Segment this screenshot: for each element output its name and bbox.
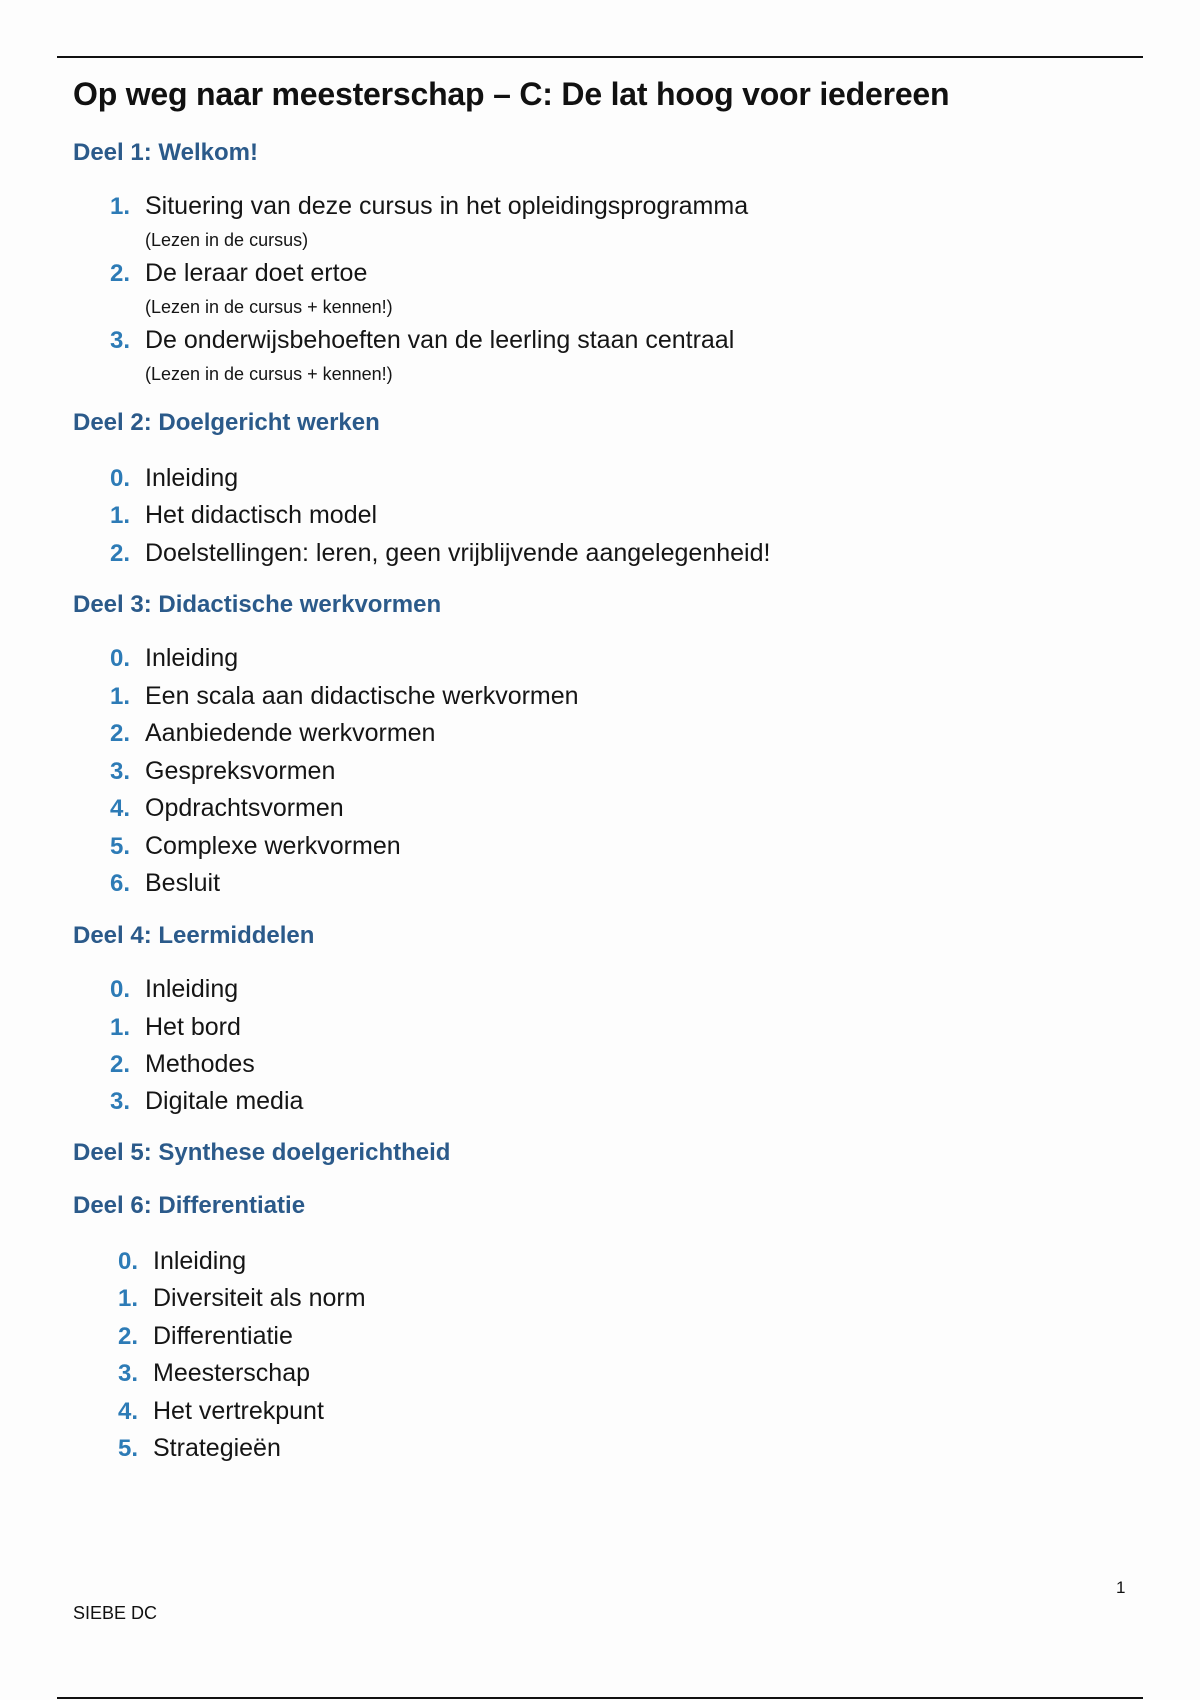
list-item: Het didactisch model — [145, 501, 378, 529]
document-title: Op weg naar meesterschap – C: De lat hoog voor iedereen — [73, 76, 950, 112]
list-item-number: 3. — [109, 1088, 130, 1115]
list-item-note: (Lezen in de cursus) — [145, 230, 309, 250]
list-item: Het bord — [145, 1013, 241, 1041]
list-item: Gespreksvormen — [145, 757, 336, 785]
page-number: 1 — [1116, 1578, 1126, 1597]
list-item-number: 1. — [109, 193, 130, 220]
list-item-number: 2. — [109, 1051, 130, 1078]
list-item-number: 1. — [109, 1014, 130, 1041]
list-item-number: 3. — [117, 1360, 138, 1387]
list-item-number: 0. — [109, 976, 130, 1003]
list-item-number: 6. — [109, 870, 130, 897]
section-heading-deel-3: Deel 3: Didactische werkvormen — [73, 591, 442, 618]
list-item-number: 1. — [109, 502, 130, 529]
list-item-number: 5. — [117, 1435, 138, 1462]
list-item: Inleiding — [153, 1247, 247, 1275]
list-item-number: 0. — [109, 645, 130, 672]
list-item: Een scala aan didactische werkvormen — [145, 682, 579, 710]
list-item: Methodes — [145, 1050, 255, 1078]
footer-author: SIEBE DC — [73, 1603, 158, 1623]
list-item: Aanbiedende werkvormen — [145, 719, 436, 747]
list-item-number: 1. — [117, 1285, 138, 1312]
section-heading-deel-1: Deel 1: Welkom! — [73, 139, 258, 166]
list-item-number: 2. — [109, 720, 130, 747]
list-item: Diversiteit als norm — [153, 1284, 366, 1312]
list-item-number: 2. — [109, 260, 130, 287]
list-item: Situering van deze cursus in het opleidingsprogramma — [145, 192, 749, 220]
list-item: Het vertrekpunt — [153, 1397, 324, 1425]
list-item-number: 1. — [109, 683, 130, 710]
list-item: Meesterschap — [153, 1359, 311, 1387]
list-item: Strategieën — [153, 1434, 281, 1462]
section-heading-deel-5: Deel 5: Synthese doelgerichtheid — [73, 1139, 451, 1166]
section-heading-deel-4: Deel 4: Leermiddelen — [73, 922, 315, 949]
list-item: De onderwijsbehoeften van de leerling staan centraal — [145, 326, 735, 354]
list-item-note: (Lezen in de cursus + kennen!) — [145, 364, 393, 384]
section-heading-deel-2: Deel 2: Doelgericht werken — [73, 409, 380, 436]
list-item-number: 4. — [109, 795, 130, 822]
list-item: Inleiding — [145, 464, 239, 492]
list-item: Doelstellingen: leren, geen vrijblijvende aangelegenheid! — [145, 539, 771, 567]
section-heading-deel-6: Deel 6: Differentiatie — [73, 1192, 306, 1219]
list-item-number: 3. — [109, 758, 130, 785]
list-item: Opdrachtsvormen — [145, 794, 344, 822]
list-item-number: 4. — [117, 1398, 138, 1425]
list-item-number: 0. — [109, 465, 130, 492]
top-rule — [57, 56, 1143, 58]
bottom-rule — [57, 1697, 1143, 1699]
list-item-number: 2. — [117, 1323, 138, 1350]
list-item: Inleiding — [145, 975, 239, 1003]
list-item-number: 2. — [109, 540, 130, 567]
list-item: Besluit — [145, 869, 221, 897]
list-item: Digitale media — [145, 1087, 304, 1115]
list-item: Inleiding — [145, 644, 239, 672]
list-item-number: 0. — [117, 1248, 138, 1275]
list-item-number: 3. — [109, 327, 130, 354]
list-item-number: 5. — [109, 833, 130, 860]
list-item-note: (Lezen in de cursus + kennen!) — [145, 297, 393, 317]
list-item: Differentiatie — [153, 1322, 293, 1350]
list-item: Complexe werkvormen — [145, 832, 401, 860]
list-item: De leraar doet ertoe — [145, 259, 368, 287]
